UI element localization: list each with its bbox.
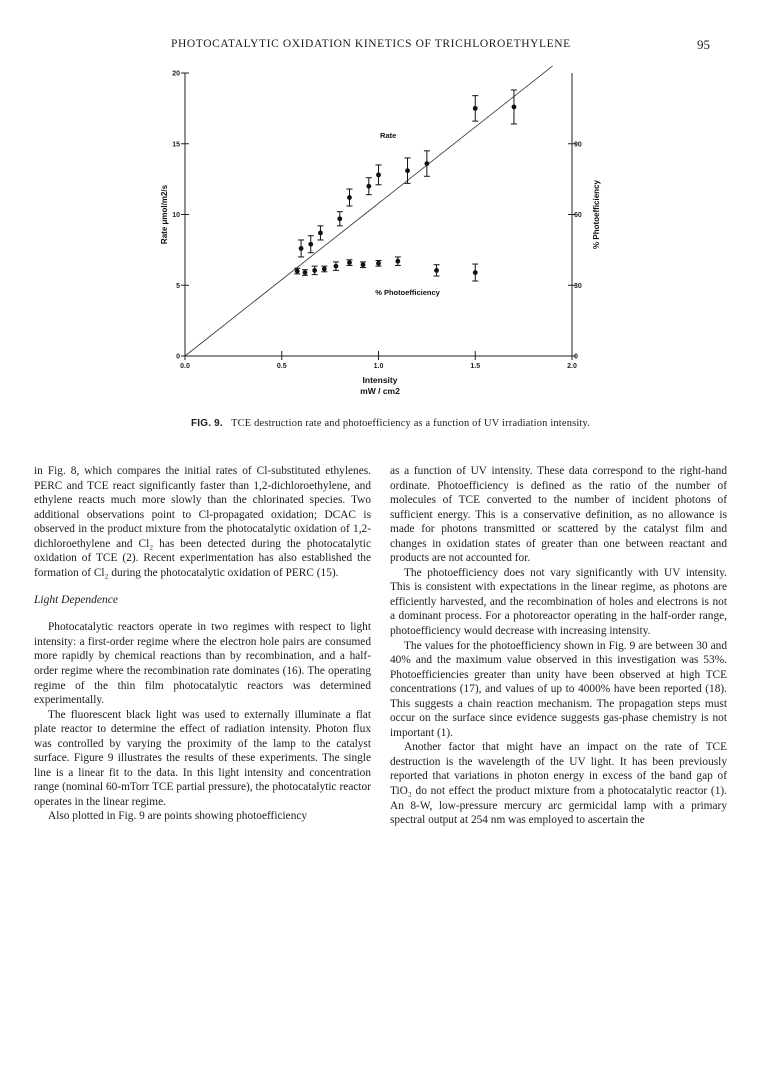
paragraph: in Fig. 8, which compares the initial rates of Cl-substituted ethylenes. PERC and TCE react significantly faster than 1,2-dichloroethylene, and ethylene reacts much more slowly than the chlorinated species. Two additional observations point to Cl-propagated oxidation; DCAC is observed in the product mixture from the photocatalytic oxidation of 1,2-dichloroethylene and Cl₂ has been detected during the photocatalytic oxidation of TCE (2). Recent experimentation has also established the formation of Cl₂ during the photocatalytic oxidation of PERC (15). <box>34 465 371 579</box>
linear-fit-line <box>185 66 553 356</box>
figure-9 <box>150 62 610 407</box>
photoefficiency-point <box>361 262 366 267</box>
annotation-rate: Rate <box>380 131 397 141</box>
photoefficiency-point <box>334 264 339 269</box>
rate-point <box>473 106 478 111</box>
paragraph: Another factor that might have an impact on the rate of TCE destruction is the wavelength of the UV light. It has been previously reported that variations in photon energy in excess of the band gap of TiO₂ do not effect the product mixture from a photocatalytic reactor (1). An 8-W, low-pressure mercury arc germicidal lamp with a primary spectral output at 254 nm was employed to ascertain the <box>390 741 727 827</box>
rate-point <box>366 184 371 189</box>
running-title: PHOTOCATALYTIC OXIDATION KINETICS OF TRICHLOROETHYLENE <box>171 38 571 50</box>
photoefficiency-point <box>434 268 439 273</box>
section-heading: Light Dependence <box>34 594 118 607</box>
y-tick-label-right: 90 <box>574 141 582 149</box>
left-column <box>34 464 371 824</box>
caption-label: FIG. 9. <box>190 418 223 429</box>
chart-axes <box>181 73 576 360</box>
x-tick-label: 1.0 <box>373 363 384 370</box>
y-tick-label-left: 5 <box>176 282 180 290</box>
y-tick-label-right: 60 <box>574 212 582 219</box>
paragraph: Also plotted in Fig. 9 are points showing photoefficiency <box>48 810 308 823</box>
paragraph: as a function of UV intensity. These data correspond to the right-hand ordinate. Photoefficiency is defined as the ratio of the number of molecules of TCE converted to the number of incident photons of sufficient energy. This is a conservative definition, as no allowance is made for photons transmitted or scattered by the catalyst film and changes in oxidation states of greater than one between reactant and products are not accounted for. <box>390 465 727 565</box>
y-tick-label-left: 15 <box>172 141 180 149</box>
rate-point <box>347 195 352 200</box>
page-header <box>0 38 781 58</box>
rate-point <box>424 161 429 166</box>
x-tick-label: 2.0 <box>567 363 577 370</box>
photoefficiency-point <box>303 270 308 275</box>
rate-point <box>376 172 381 177</box>
photoefficiency-point <box>473 270 478 275</box>
photoefficiency-point <box>395 259 400 264</box>
rate-point <box>318 230 323 235</box>
paragraph: The photoefficiency does not vary significantly with UV intensity. This is consistent with expectations in the linear regime, as photons are efficiently harvested, and the recombination of holes and electrons is not a dominant process. For a photoreactor operating in the half-order range, photoefficiency would decrease with increasing intensity. <box>390 566 727 638</box>
right-column <box>390 464 727 828</box>
y-axis-title-left: Rate μmol/m2/s <box>160 184 169 245</box>
x-tick-label: 0.5 <box>276 363 287 370</box>
chart-labels <box>160 71 601 397</box>
rate-point <box>299 246 304 251</box>
y-axis-title-right: % Photoefficiency <box>592 180 601 249</box>
figure-caption <box>0 418 781 429</box>
photoefficiency-point <box>322 267 327 272</box>
annotation-photoefficiency: % Photoefficiency <box>375 288 440 298</box>
rate-point <box>405 168 410 173</box>
chart-fit-line <box>185 66 553 356</box>
photoefficiency-point <box>295 269 300 274</box>
x-axis-unit: mW / cm2 <box>360 386 400 396</box>
caption-text: TCE destruction rate and photoefficiency as a function of UV irradiation intensity. <box>231 418 591 429</box>
y-tick-label-left: 0 <box>176 353 180 361</box>
page-number: 95 <box>697 37 710 52</box>
chart-marks <box>294 90 517 281</box>
x-tick-label: 1.5 <box>470 363 481 370</box>
chart <box>150 62 610 407</box>
photoefficiency-point <box>347 260 352 265</box>
paragraph: The fluorescent black light was used to externally illuminate a flat plate reactor to determine the effect of radiation intensity. Photon flux was controlled by varying the proximity of the lamp to the catalyst surface. Figure 9 illustrates the results of these experiments. The single line is a linear fit to the data. In this light intensity and concentration range (nominal 60-mTorr TCE partial pressure), the photocatalytic reactor operates in the linear regime. <box>34 708 371 808</box>
y-tick-label-right: 0 <box>574 353 578 361</box>
photoefficiency-point <box>312 268 317 273</box>
rate-point <box>337 216 342 221</box>
rate-point <box>308 242 313 247</box>
y-tick-label-right: 30 <box>574 282 582 290</box>
paragraph: The values for the photoefficiency shown in Fig. 9 are between 30 and 40% and the maximum value observed in this investigation was 53%. Photoefficiencies greater than unity have been observed at high TCE concentrations (17), and values of up to 4000% have been reported (18). This suggests a chain reaction mechanism. The propagation steps must occur on the surface since evidence suggests gas-phase chemistry is not important (1). <box>390 639 727 739</box>
photoefficiency-point <box>376 261 381 266</box>
x-tick-label: 0.0 <box>180 363 190 370</box>
rate-point <box>512 105 517 110</box>
x-axis-title: Intensity <box>362 375 398 385</box>
paragraph: Photocatalytic reactors operate in two regimes with respect to light intensity: a first-order regime where the electron hole pairs are consumed more rapidly by chemical reactions than by recombination, and a half-order regime where the recombination rate dominates (16). The operating regime of the thin film photocatalytic reactors was determined experimentally. <box>34 621 371 707</box>
y-tick-label-left: 20 <box>172 70 180 78</box>
y-tick-label-left: 10 <box>172 212 180 219</box>
